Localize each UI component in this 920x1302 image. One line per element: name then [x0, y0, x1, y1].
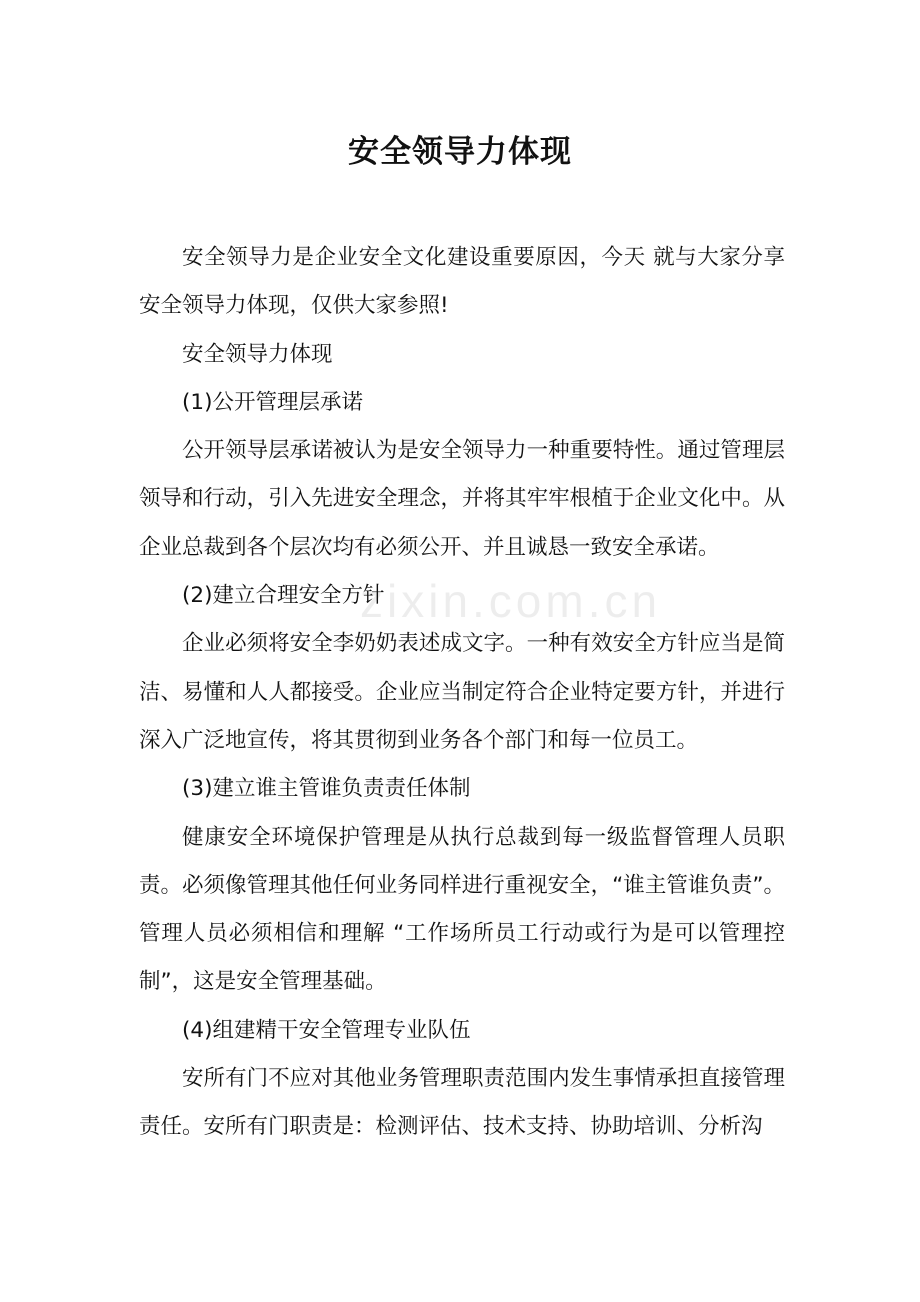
document-title: 安全领导力体现 — [348, 134, 572, 170]
section-heading: (2)建立合理安全方针 — [182, 583, 385, 609]
document-body — [139, 234, 785, 1152]
section-heading: 安全领导力体现 — [182, 341, 333, 367]
section-heading: (3)建立谁主管谁负责责任体制 — [182, 776, 471, 802]
section-heading: (4)组建精干安全管理专业队伍 — [182, 1017, 471, 1043]
paragraph: 安所有门不应对其他业务管理职责范围内发生事情承担直接管理责任。安所有门职责是：检测评估、技术支持、协助培训、分析沟 — [139, 1066, 785, 1140]
watermark: zixin.com.cn — [360, 575, 662, 627]
paragraph: 健康安全环境保护管理是从执行总裁到每一级监督管理人员职责。必须像管理其他任何业务同样进行重视安全，“谁主管谁负责”。管理人员必须相信和理解 “工作场所员工行动或行为是可以管理控制”，这是安全管理基础。 — [139, 824, 785, 995]
paragraph: 安全领导力是企业安全文化建设重要原因，今天 就与大家分享安全领导力体现，仅供大家参照! — [139, 245, 785, 319]
paragraph: 企业必须将安全李奶奶表述成文字。一种有效安全方针应当是简洁、易懂和人人都接受。企业应当制定符合企业特定要方针，并进行深入广泛地宣传，将其贯彻到业务各个部门和每一位员工。 — [139, 631, 785, 753]
paragraph: 公开领导层承诺被认为是安全领导力一种重要特性。通过管理层领导和行动，引入先进安全理念，并将其牢牢根植于企业文化中。从企业总裁到各个层次均有必须公开、并且诚恳一致安全承诺。 — [139, 438, 785, 560]
section-heading: (1)公开管理层承诺 — [182, 389, 363, 415]
